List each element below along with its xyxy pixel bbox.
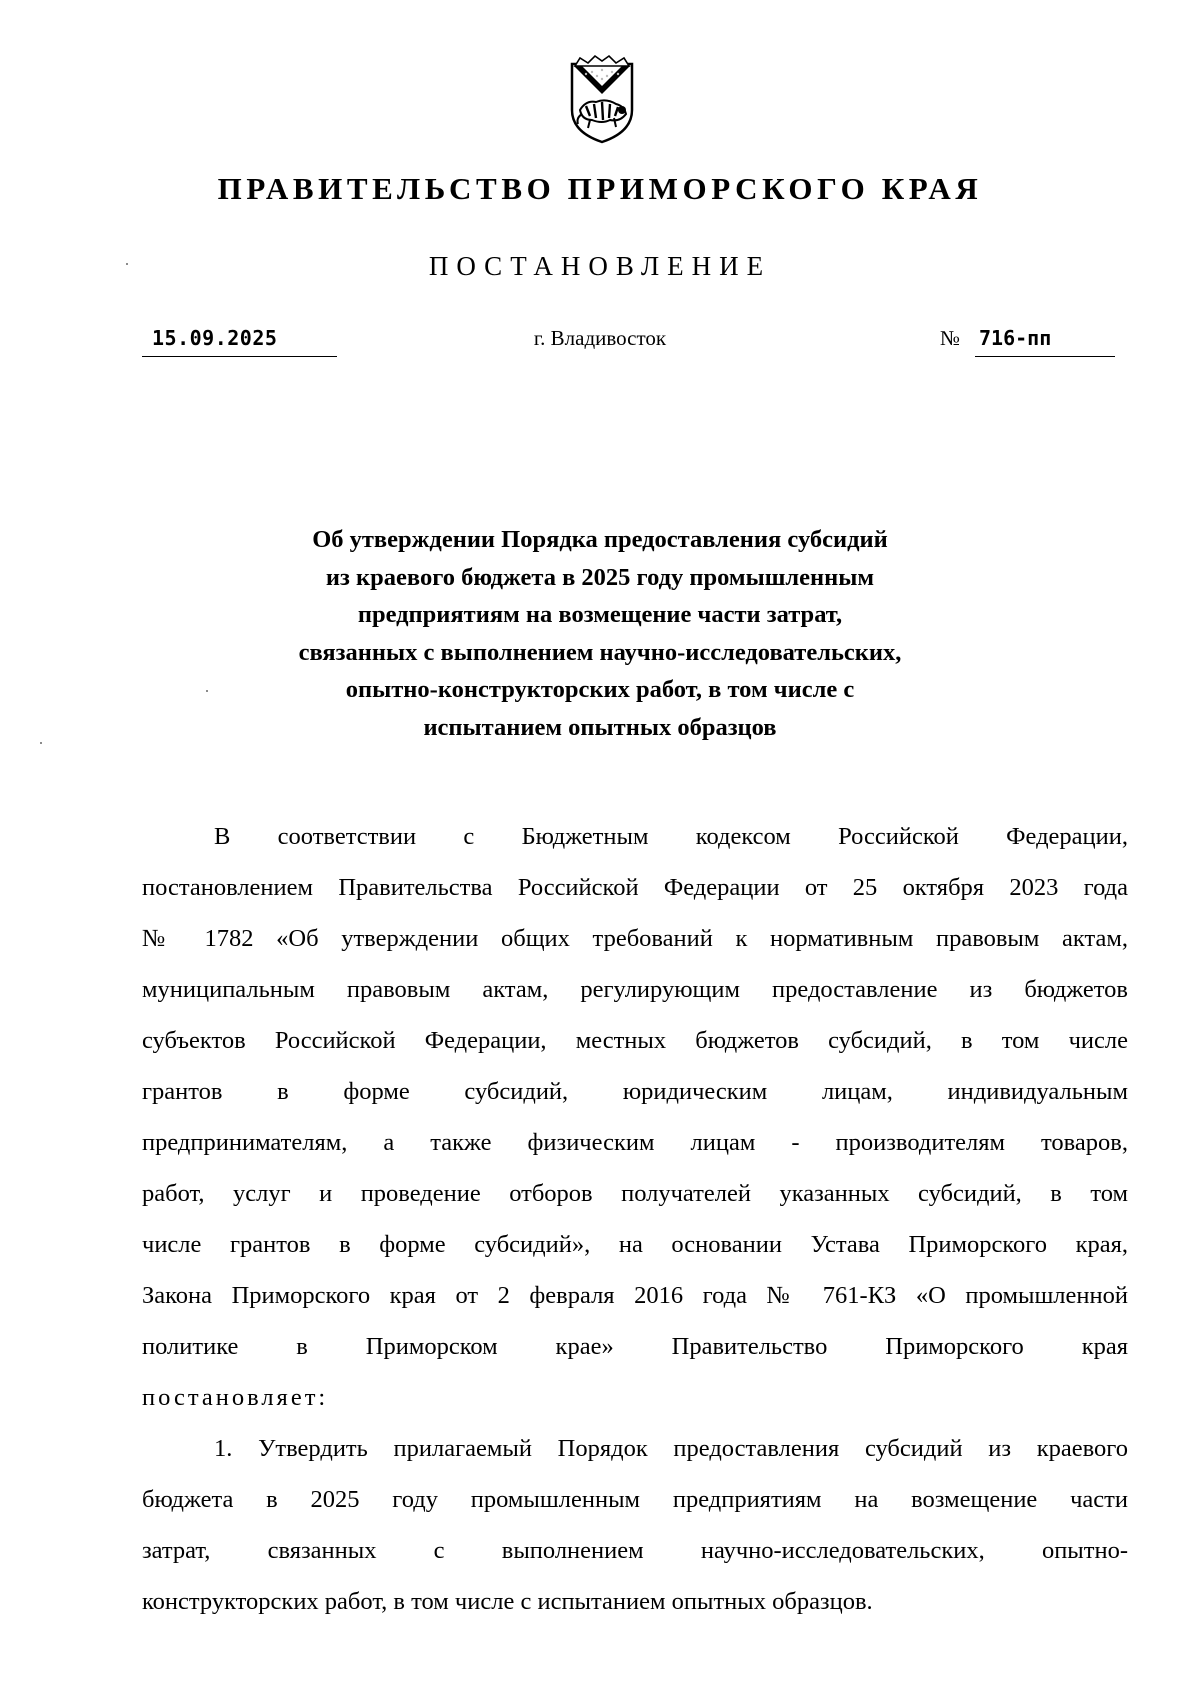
scan-speck: [206, 690, 208, 692]
document-subject: [200, 521, 1000, 746]
scan-speck: [40, 742, 42, 744]
item-1-line: конструкторских работ, в том числе с испытанием опытных образцов.: [142, 1588, 873, 1615]
body-line: числе грантов в форме субсидий», на основании Устава Приморского края,: [142, 1231, 1128, 1258]
subject-line: испытанием опытных образцов: [423, 713, 777, 741]
body-line: субъектов Российской Федерации, местных бюджетов субсидий, в том числе: [142, 1027, 1128, 1054]
document-number-field: [975, 324, 1115, 357]
document-date: 15.09.2025: [152, 326, 278, 350]
resolves-word: постановляет:: [142, 1384, 329, 1411]
body-line: Закона Приморского края от 2 февраля 2016 года № 761-КЗ «О промышленной: [142, 1282, 1128, 1309]
coat-of-arms-icon: [566, 52, 638, 146]
document-number: 716-пп: [979, 326, 1052, 350]
body-line: № 1782 «Об утверждении общих требований к нормативным правовым актам,: [142, 925, 1128, 952]
subject-line: предприятиям на возмещение части затрат,: [357, 601, 843, 628]
item-1-line: 1. Утвердить прилагаемый Порядок предоставления субсидий из краевого: [214, 1435, 1128, 1462]
item-1-line: затрат, связанных с выполнением научно-исследовательских, опытно-: [142, 1537, 1128, 1564]
number-sign: №: [940, 326, 961, 350]
body-line: работ, услуг и проведение отборов получателей указанных субсидий, в том: [142, 1180, 1128, 1207]
issue-city: г. Владивосток: [533, 326, 667, 350]
item-1-line: бюджета в 2025 году промышленным предприятиям на возмещение части: [142, 1486, 1128, 1513]
body-line: постановлением Правительства Российской Федерации от 25 октября 2023 года: [142, 874, 1128, 901]
subject-line: опытно-конструкторских работ, в том числе с: [345, 676, 855, 703]
organization-title: ПРАВИТЕЛЬСТВО ПРИМОРСКОГО КРАЯ: [217, 171, 983, 206]
body-line: грантов в форме субсидий, юридическим лицам, индивидуальным: [142, 1078, 1128, 1105]
body-line: муниципальным правовым актам, регулирующим предоставление из бюджетов: [142, 976, 1128, 1003]
document-type-title: ПОСТАНОВЛЕНИЕ: [428, 251, 772, 281]
subject-line: связанных с выполнением научно-исследовательских,: [298, 638, 902, 666]
body-line: политике в Приморском крае» Правительство Приморского края: [142, 1333, 1128, 1360]
body-line: предпринимателям, а также физическим лицам - производителям товаров,: [142, 1129, 1128, 1156]
scan-speck: [126, 263, 128, 265]
subject-line: из краевого бюджета в 2025 году промышленным: [325, 563, 875, 591]
subject-line: Об утверждении Порядка предоставления субсидий: [312, 526, 888, 553]
body-line: В соответствии с Бюджетным кодексом Российской Федерации,: [214, 823, 1128, 850]
